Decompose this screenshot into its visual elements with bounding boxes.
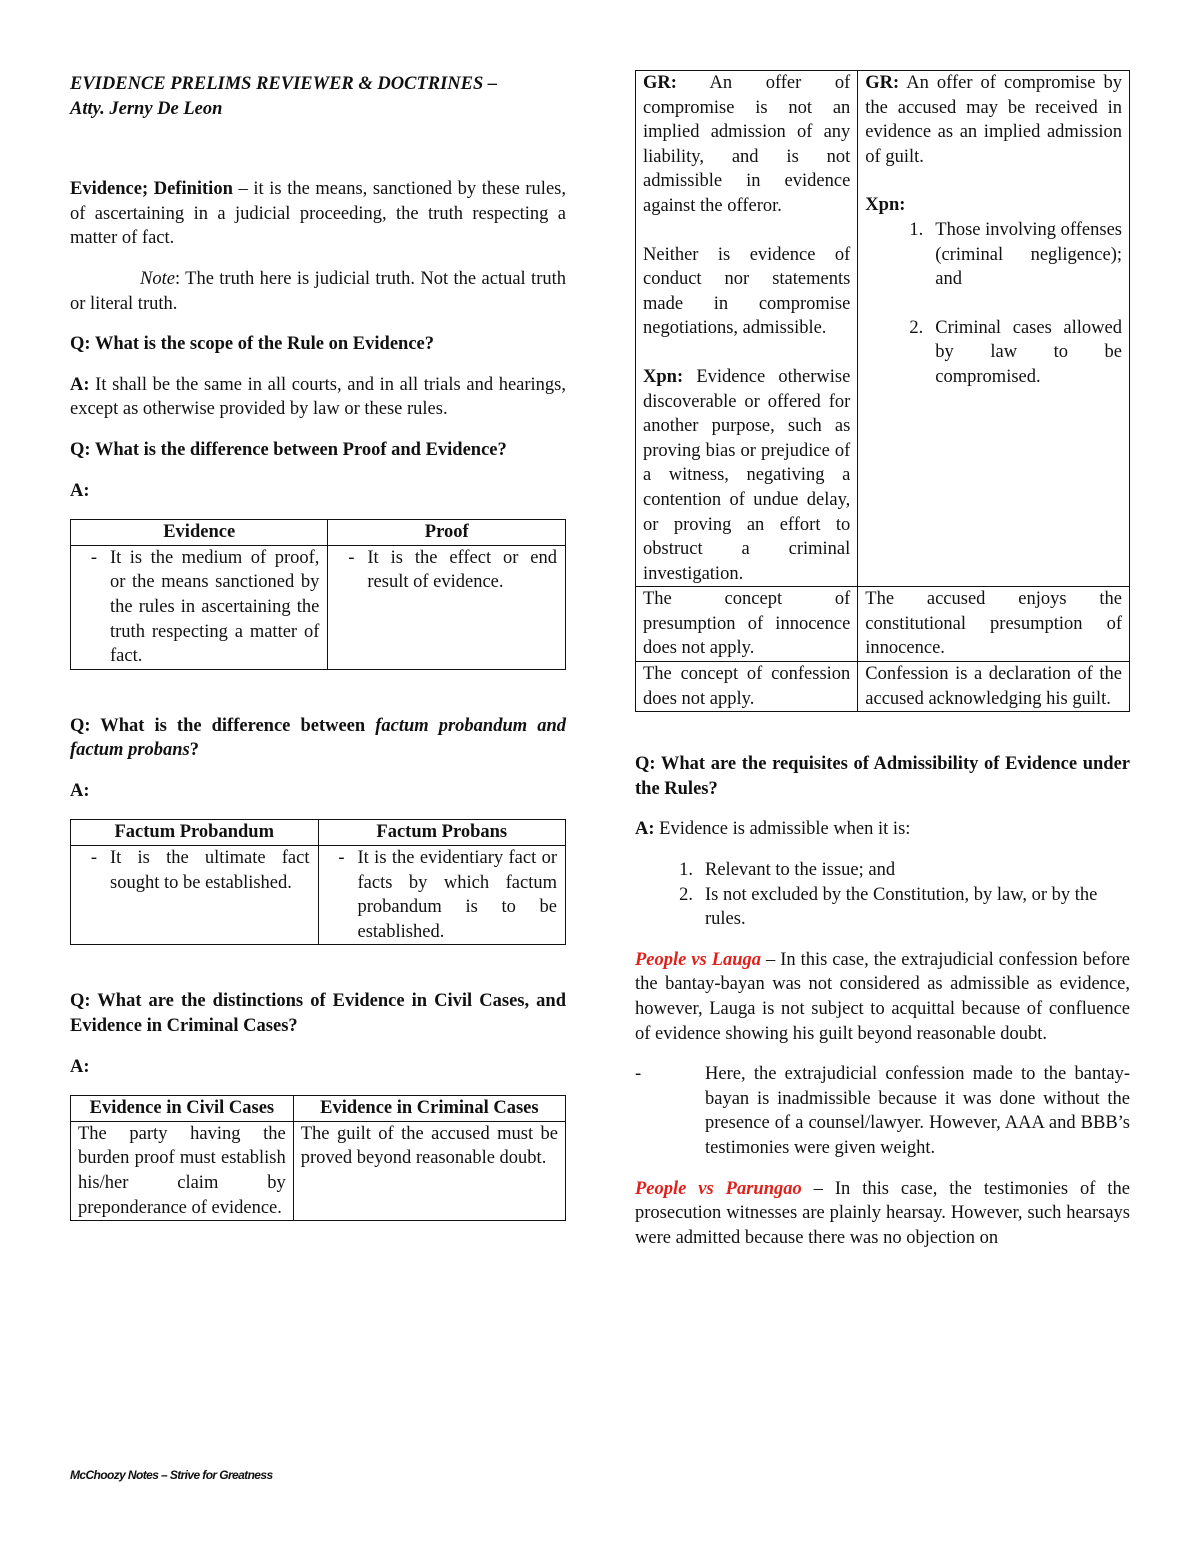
case-name: People vs Lauga xyxy=(635,949,762,970)
case-lauga-note xyxy=(635,1062,1130,1160)
table-row xyxy=(636,587,1130,662)
xpn-label: Xpn: xyxy=(865,195,906,216)
table-header: Proof xyxy=(328,520,566,546)
definition-term: Evidence; Definition xyxy=(70,179,233,200)
question-factum-suffix: ? xyxy=(189,740,200,761)
table-cell xyxy=(71,846,319,945)
dash-marker: - xyxy=(90,848,98,869)
evidence-proof-table xyxy=(70,519,566,670)
list-item xyxy=(865,316,1122,390)
case-name: People vs Parungao xyxy=(635,1178,802,1199)
list-number: 1. xyxy=(679,860,693,881)
note-paragraph xyxy=(70,267,566,316)
answer-admissibility xyxy=(635,817,1130,842)
case-note-text: Here, the extrajudicial confession made to the bantay-bayan is inadmissible because it was done without the presence of a counsel/lawyer. However, AAA and BBB’s testimonies were given weight. xyxy=(705,1064,1130,1158)
table-cell: The concept of confession does not apply. xyxy=(636,662,858,712)
table-cell: The party having the burden proof must establish his/her claim by preponderance of evidence. xyxy=(71,1121,294,1220)
requisites-list xyxy=(635,858,1130,932)
list-item xyxy=(865,218,1122,292)
case-parungao xyxy=(635,1177,1130,1251)
table-header: Evidence in Civil Cases xyxy=(71,1096,294,1122)
cell-text: It is the effect or end result of evidence. xyxy=(367,547,557,593)
left-column xyxy=(70,72,566,1221)
table-cell: The guilt of the accused must be proved beyond reasonable doubt. xyxy=(293,1121,565,1220)
right-xpn-label xyxy=(865,193,1122,218)
table-cell xyxy=(636,71,858,587)
table-cell xyxy=(318,846,566,945)
list-text: Is not excluded by the Constitution, by law, or by the rules. xyxy=(705,884,1098,930)
answer-admissibility-text: Evidence is admissible when it is: xyxy=(654,819,911,840)
cell-text: It is the evidentiary fact or facts by which factum probandum is to be established. xyxy=(357,848,557,942)
document-title xyxy=(70,72,566,121)
table-header: Evidence xyxy=(71,520,328,546)
dash-marker: - xyxy=(635,1064,642,1085)
question-admissibility: Q: What are the requisites of Admissibility of Evidence under the Rules? xyxy=(635,754,1130,799)
factum-table xyxy=(70,819,566,945)
question-scope: Q: What is the scope of the Rule on Evidence? xyxy=(70,334,435,355)
list-number: 1. xyxy=(909,219,924,240)
title-line-1: EVIDENCE PRELIMS REVIEWER & DOCTRINES – xyxy=(70,74,498,94)
case-lauga xyxy=(635,948,1130,1046)
left-xpn xyxy=(643,365,850,586)
definition-text: – it is the means, sanctioned by these rules, of ascertaining in a judicial proceeding, the truth respecting a matter of fact. xyxy=(70,179,566,249)
dash-marker: - xyxy=(90,547,98,568)
table-header: Factum Probans xyxy=(318,820,566,846)
table-header-row xyxy=(71,1096,566,1122)
answer-label: A: xyxy=(70,780,90,801)
table-row xyxy=(71,846,566,945)
dash-marker: - xyxy=(338,848,345,869)
answer-scope-text: It shall be the same in all courts, and in all trials and hearings, except as otherwise provided by law or these rules. xyxy=(70,374,566,420)
table-header-row xyxy=(71,820,566,846)
list-item xyxy=(635,858,1130,883)
answer-label: A: xyxy=(70,374,90,395)
cell-text: It is the ultimate fact sought to be established. xyxy=(110,848,310,893)
question-civil-criminal: Q: What are the distinctions of Evidence in Civil Cases, and Evidence in Criminal Cases? xyxy=(70,991,566,1037)
question-proof-evidence: Q: What is the difference between Proof and Evidence? xyxy=(70,439,507,460)
compromise-table xyxy=(635,70,1130,712)
dash-marker: - xyxy=(348,547,355,568)
cell-text: It is the medium of proof, or the means sanctioned by the rules in ascertaining the truth respecting a matter of fact. xyxy=(110,547,320,667)
case-text: – In this case, the testimonies of the prosecution witnesses are plainly hearsay. However, such hearsays were admitted because there was no objection on xyxy=(635,1178,1130,1248)
question-factum-italic: factum probandum and factum probans xyxy=(70,715,566,761)
note-text: : The truth here is judicial truth. Not the actual truth or literal truth. xyxy=(70,268,566,314)
table-cell xyxy=(71,545,328,669)
question-factum-prefix: Q: What is the difference between xyxy=(70,715,376,736)
table-header: Evidence in Criminal Cases xyxy=(293,1096,565,1122)
gr-label: GR: xyxy=(643,73,677,93)
civil-criminal-table xyxy=(70,1095,566,1221)
right-gr xyxy=(865,71,1122,169)
note-label: Note xyxy=(140,268,175,289)
table-cell xyxy=(858,71,1130,587)
gr-label: GR: xyxy=(865,73,900,93)
list-number: 2. xyxy=(909,317,924,338)
gr-text: An offer of compromise by the accused may be received in evidence as an implied admission of guilt. xyxy=(865,73,1122,167)
list-text: Those involving offenses (criminal negligence); and xyxy=(935,219,1122,290)
list-text: Relevant to the issue; and xyxy=(705,860,896,881)
answer-label: A: xyxy=(70,480,90,501)
table-header: Factum Probandum xyxy=(71,820,319,846)
answer-scope xyxy=(70,373,566,422)
table-cell xyxy=(328,545,566,669)
table-row xyxy=(71,545,566,669)
list-item xyxy=(635,883,1130,932)
table-row xyxy=(71,1121,566,1220)
left-neither: Neither is evidence of conduct nor statements made in compromise negotiations, admissible. xyxy=(643,244,851,339)
definition-paragraph xyxy=(70,177,566,251)
left-gr xyxy=(643,71,850,219)
list-number: 2. xyxy=(679,884,693,905)
page-footer: McChoozy Notes – Strive for Greatness xyxy=(70,1468,273,1482)
table-cell: The concept of presumption of innocence does not apply. xyxy=(636,587,858,662)
table-row xyxy=(636,662,1130,712)
title-line-2: Atty. Jerny De Leon xyxy=(70,98,223,119)
list-text: Criminal cases allowed by law to be compromised. xyxy=(935,317,1122,387)
gr-text: An offer of compromise is not an implied admission of any liability, and is not admissible in evidence against the offeror. xyxy=(643,73,851,216)
xpn-text: Evidence otherwise discoverable or offered for another purpose, such as proving bias or prejudice of a witness, negativing a contention of undue delay, or proving an effort to obstruct a criminal investigation. xyxy=(643,366,851,584)
question-factum xyxy=(70,714,566,763)
answer-label: A: xyxy=(635,819,655,840)
right-column xyxy=(635,70,1130,1266)
answer-label: A: xyxy=(70,1056,90,1077)
table-cell: The accused enjoys the constitutional presumption of innocence. xyxy=(858,587,1130,662)
table-row xyxy=(636,71,1130,587)
case-text: – In this case, the extrajudicial confession before the bantay-bayan was not considered as admissible as evidence, however, Lauga is not subject to acquittal because of confluence of evidence showing his guilt beyond reasonable doubt. xyxy=(635,949,1130,1044)
table-cell: Confession is a declaration of the accused acknowledging his guilt. xyxy=(858,662,1130,712)
table-header-row xyxy=(71,520,566,546)
xpn-label: Xpn: xyxy=(643,366,684,387)
